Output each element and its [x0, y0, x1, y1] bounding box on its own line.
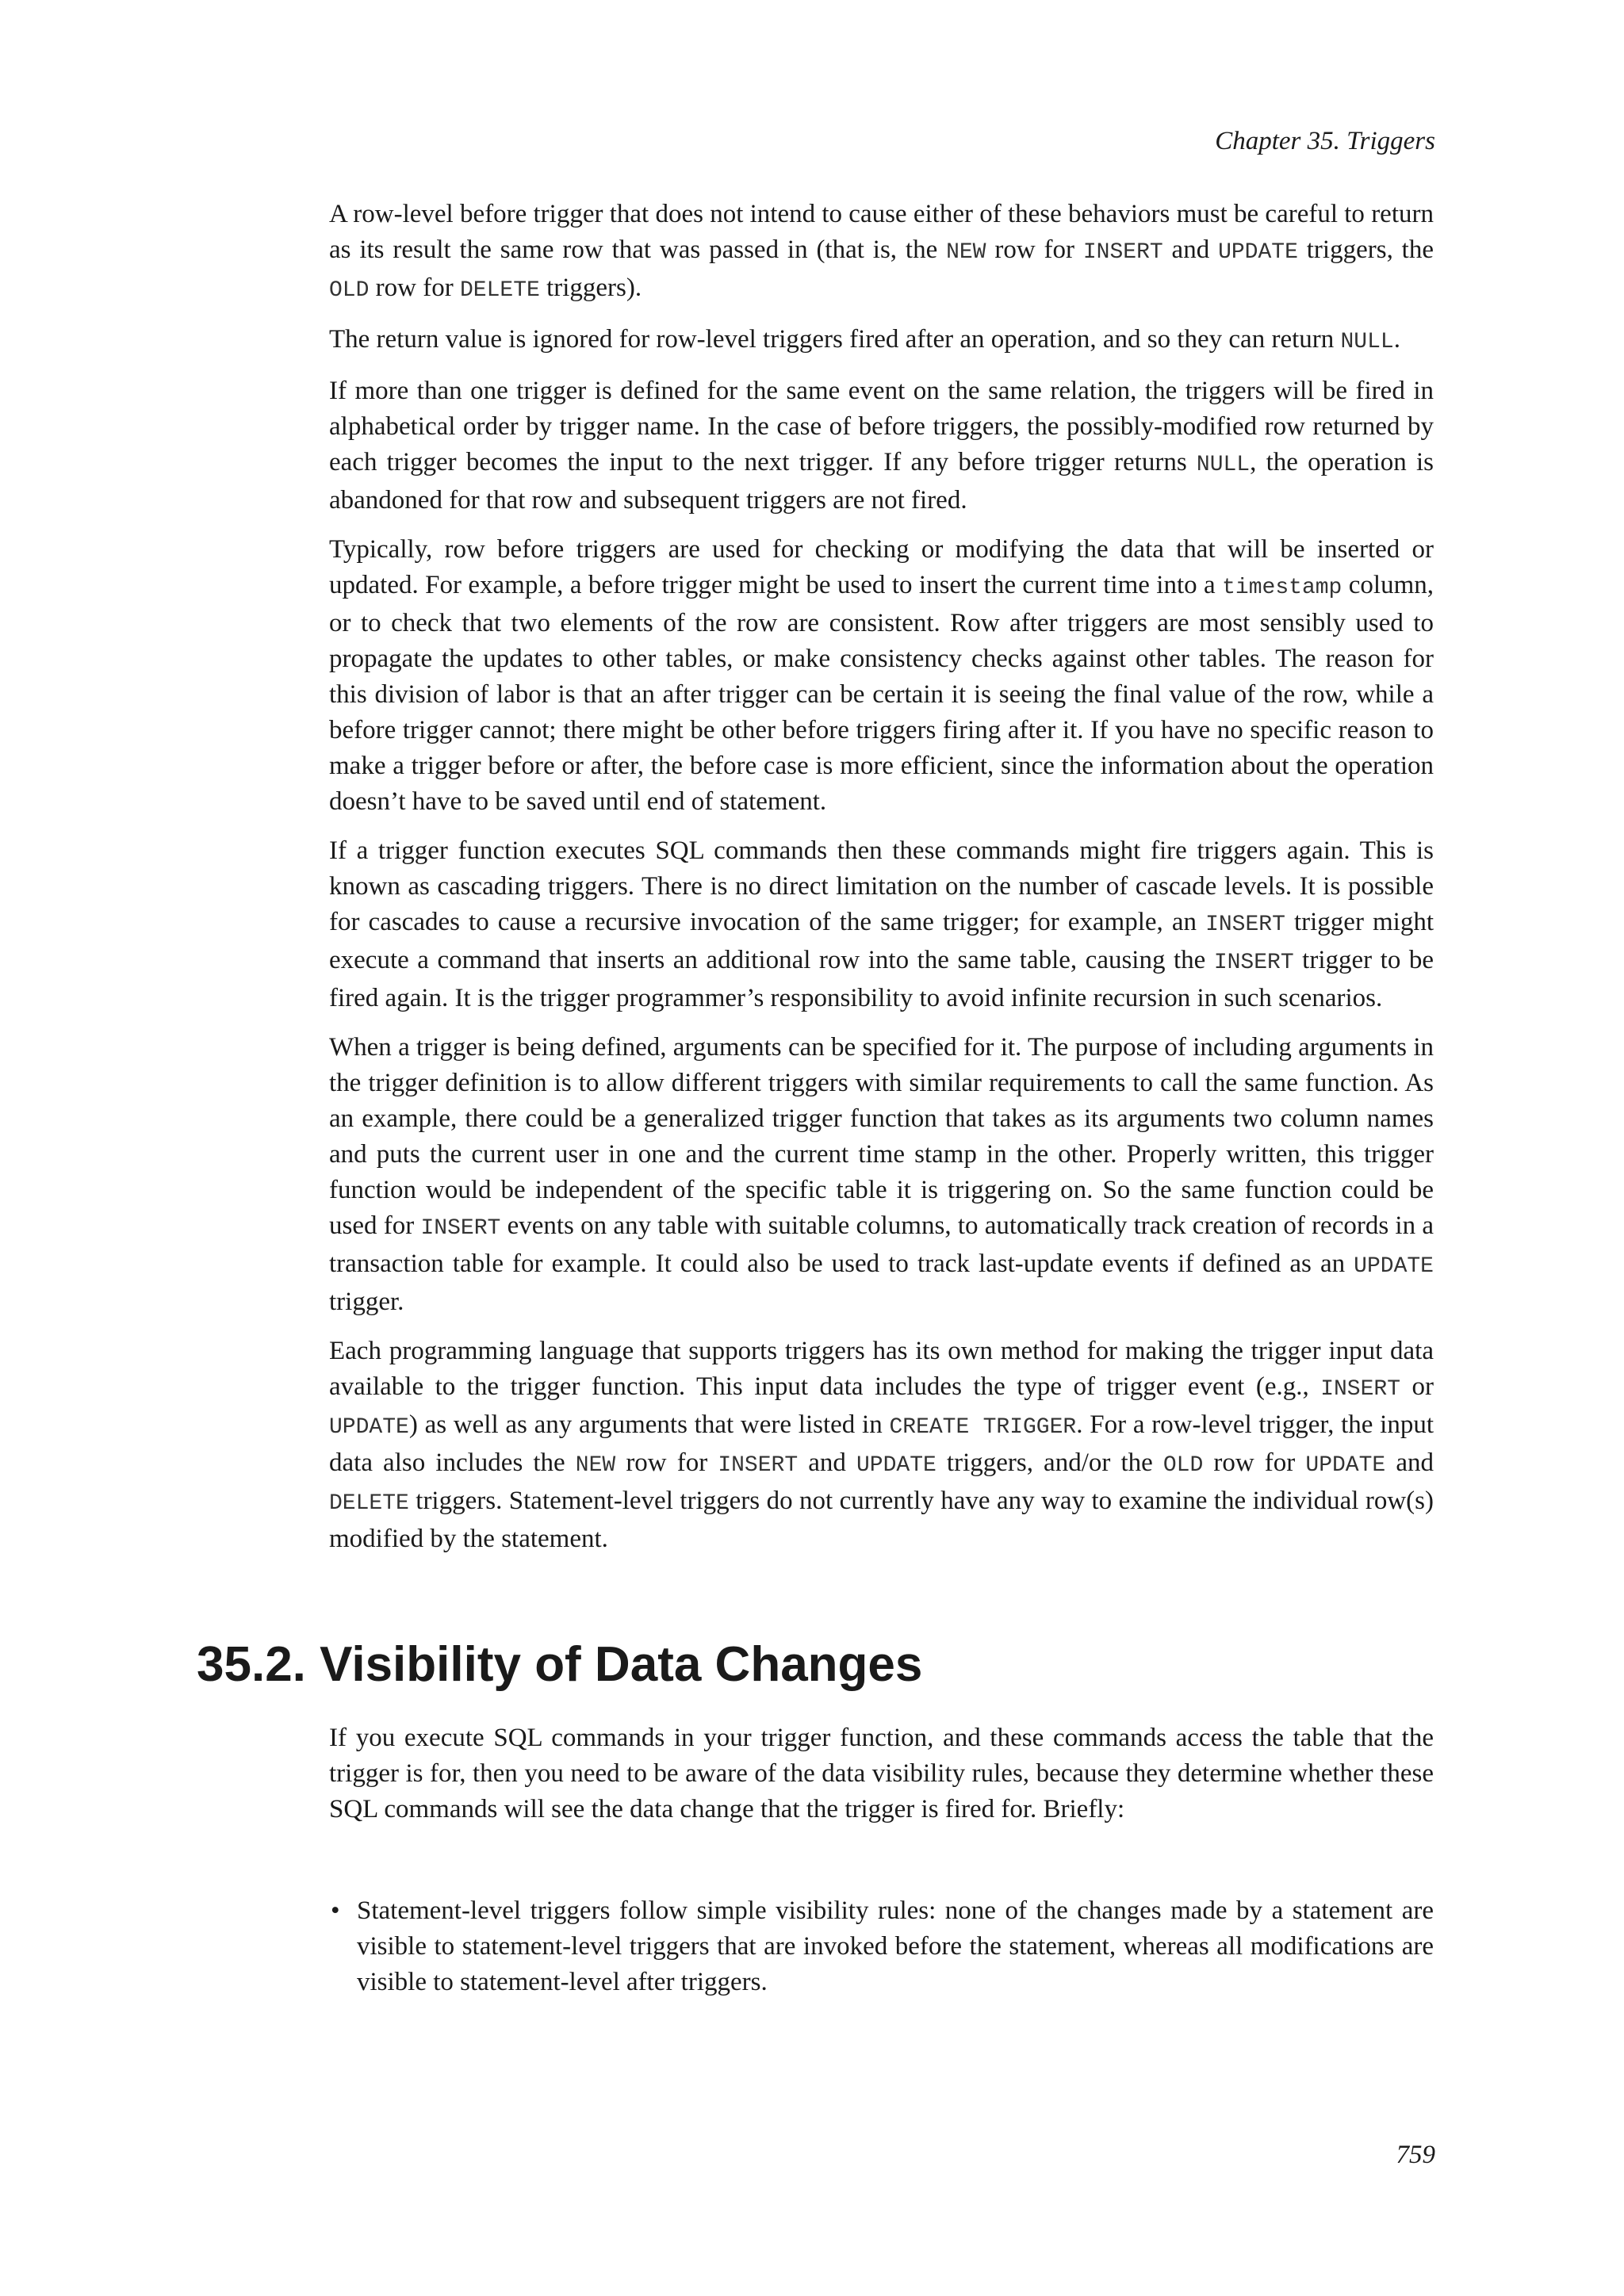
code-timestamp: timestamp [1222, 576, 1342, 600]
body-text [329, 197, 1434, 1571]
text: trigger. [329, 1288, 404, 1316]
text: and [1162, 235, 1219, 264]
text: row for [986, 235, 1083, 264]
text: column, or to check that two elements of the row are consistent. Row after triggers are most sensibly used to propagate the updates to other tables, or make consistency checks against other tables. The reason for this division of labor is that an after trigger can be certain it is seeing the final value of the row, while a before trigger cannot; there might be other before triggers firing after it. If you have no specific reason to make a trigger before or after, the before case is more efficient, since the information about the operation doesn’t have to be saved until end of statement. [329, 571, 1434, 816]
code-update: UPDATE [1218, 240, 1298, 265]
text: Each programming language that supports triggers has its own method for making the trigger input data available to the trigger function. This input data includes the type of trigger event (e.g., [329, 1337, 1434, 1401]
text: and [1385, 1448, 1434, 1477]
text: . [1393, 325, 1400, 354]
section-intro [329, 1720, 1434, 1827]
code-old: OLD [329, 278, 370, 303]
text: When a trigger is being defined, arguments can be specified for it. The purpose of including arguments in the trigger definition is to allow different triggers with similar requirements to call the same function. As an example, there could be a generalized trigger function that takes as its arguments two column names and puts the current user in one and the current time stamp in the other. Properly written, this trigger function would be independent of the specific table it is triggering on. So the same function could be used for [329, 1033, 1434, 1240]
paragraph-trigger-input-data [329, 1334, 1434, 1557]
text: The return value is ignored for row-level triggers fired after an operation, and so they can return [329, 325, 1341, 354]
code-delete: DELETE [329, 1491, 409, 1516]
text: Typically, row before triggers are used for checking or modifying the data that will be inserted or updated. For example, a before trigger might be used to insert the current time into a [329, 535, 1434, 599]
code-new: NEW [575, 1453, 616, 1478]
text: A row-level before trigger that does not intend to cause either of these behaviors must be careful to return as its result the same row that was passed in (that is, the [329, 200, 1434, 264]
text: triggers, and/or the [936, 1448, 1163, 1477]
text: , the operation is abandoned for that row and subsequent triggers are not fired. [329, 448, 1434, 515]
text: If a trigger function executes SQL commands then these commands might fire triggers again. This is known as cascading triggers. There is no direct limitation on the number of cascade levels. It is possible for cascades to cause a recursive invocation of the same trigger; for example, an [329, 836, 1434, 936]
text: triggers). [539, 274, 642, 302]
code-new: NEW [946, 240, 986, 265]
code-insert: INSERT [1213, 951, 1294, 975]
text: row for [369, 274, 460, 302]
text: trigger to be fired again. It is the trigger programmer’s responsibility to avoid infinite recursion in such scenarios. [329, 946, 1434, 1012]
code-create-trigger: CREATE TRIGGER [889, 1415, 1077, 1440]
running-header: Chapter 35. Triggers [1215, 127, 1435, 155]
list-item-text: Statement-level triggers follow simple visibility rules: none of the changes made by a statement are visible to statement-level triggers that are invoked before the statement, whereas all modifications are visible to statement-level after triggers. [357, 1896, 1434, 1996]
code-update: UPDATE [1305, 1453, 1386, 1478]
text: ) as well as any arguments that were listed in [408, 1410, 890, 1439]
code-null: NULL [1340, 330, 1394, 354]
code-null: NULL [1196, 453, 1251, 477]
bullet-icon: • [331, 1896, 340, 1925]
code-insert: INSERT [1205, 913, 1285, 937]
code-old: OLD [1162, 1453, 1204, 1478]
text: and [798, 1448, 856, 1477]
text: row for [1203, 1448, 1306, 1477]
page-number: 759 [1396, 2141, 1435, 2169]
paragraph-visibility-intro: If you execute SQL commands in your trigger function, and these commands access the table that the trigger is for, then you need to be aware of the data visibility rules, because they determine whether these SQL commands will see the data change that the trigger is fired for. Briefly: [329, 1724, 1434, 1823]
paragraph-trigger-order [329, 373, 1434, 519]
list-item [329, 1893, 1434, 2000]
text: events on any table with suitable columns, to automatically track creation of records in a transaction table for example. It could also be used to track last-update events if defined as an [329, 1211, 1434, 1278]
text: or [1400, 1372, 1434, 1401]
code-insert: INSERT [718, 1453, 799, 1478]
paragraph-trigger-arguments [329, 1030, 1434, 1320]
code-update: UPDATE [329, 1415, 409, 1440]
paragraph-after-trigger-return [329, 322, 1434, 360]
code-insert: INSERT [1320, 1377, 1401, 1402]
code-update: UPDATE [1354, 1254, 1434, 1279]
text: triggers. Statement-level triggers do not currently have any way to examine the individual row(s) modified by the statement. [329, 1487, 1434, 1553]
paragraph-before-after-usage [329, 532, 1434, 820]
code-insert: INSERT [420, 1216, 501, 1241]
text: If more than one trigger is defined for the same event on the same relation, the triggers will be fired in alphabetical order by trigger name. In the case of before triggers, the possibly-modified row returned by each trigger becomes the input to the next trigger. If any before trigger returns [329, 377, 1434, 476]
paragraph-before-trigger-return [329, 197, 1434, 308]
paragraph-cascading-triggers [329, 833, 1434, 1016]
code-update: UPDATE [856, 1453, 936, 1478]
code-delete: DELETE [459, 278, 540, 303]
text: trigger might execute a command that inserts an additional row into the same table, causing the [329, 908, 1434, 974]
bullet-list [329, 1893, 1434, 2000]
text: triggers, the [1297, 235, 1434, 264]
section-heading: 35.2. Visibility of Data Changes [197, 1637, 923, 1692]
text: . For a row-level trigger, the input data also includes the [329, 1410, 1434, 1477]
text: row for [615, 1448, 718, 1477]
code-insert: INSERT [1082, 240, 1163, 265]
